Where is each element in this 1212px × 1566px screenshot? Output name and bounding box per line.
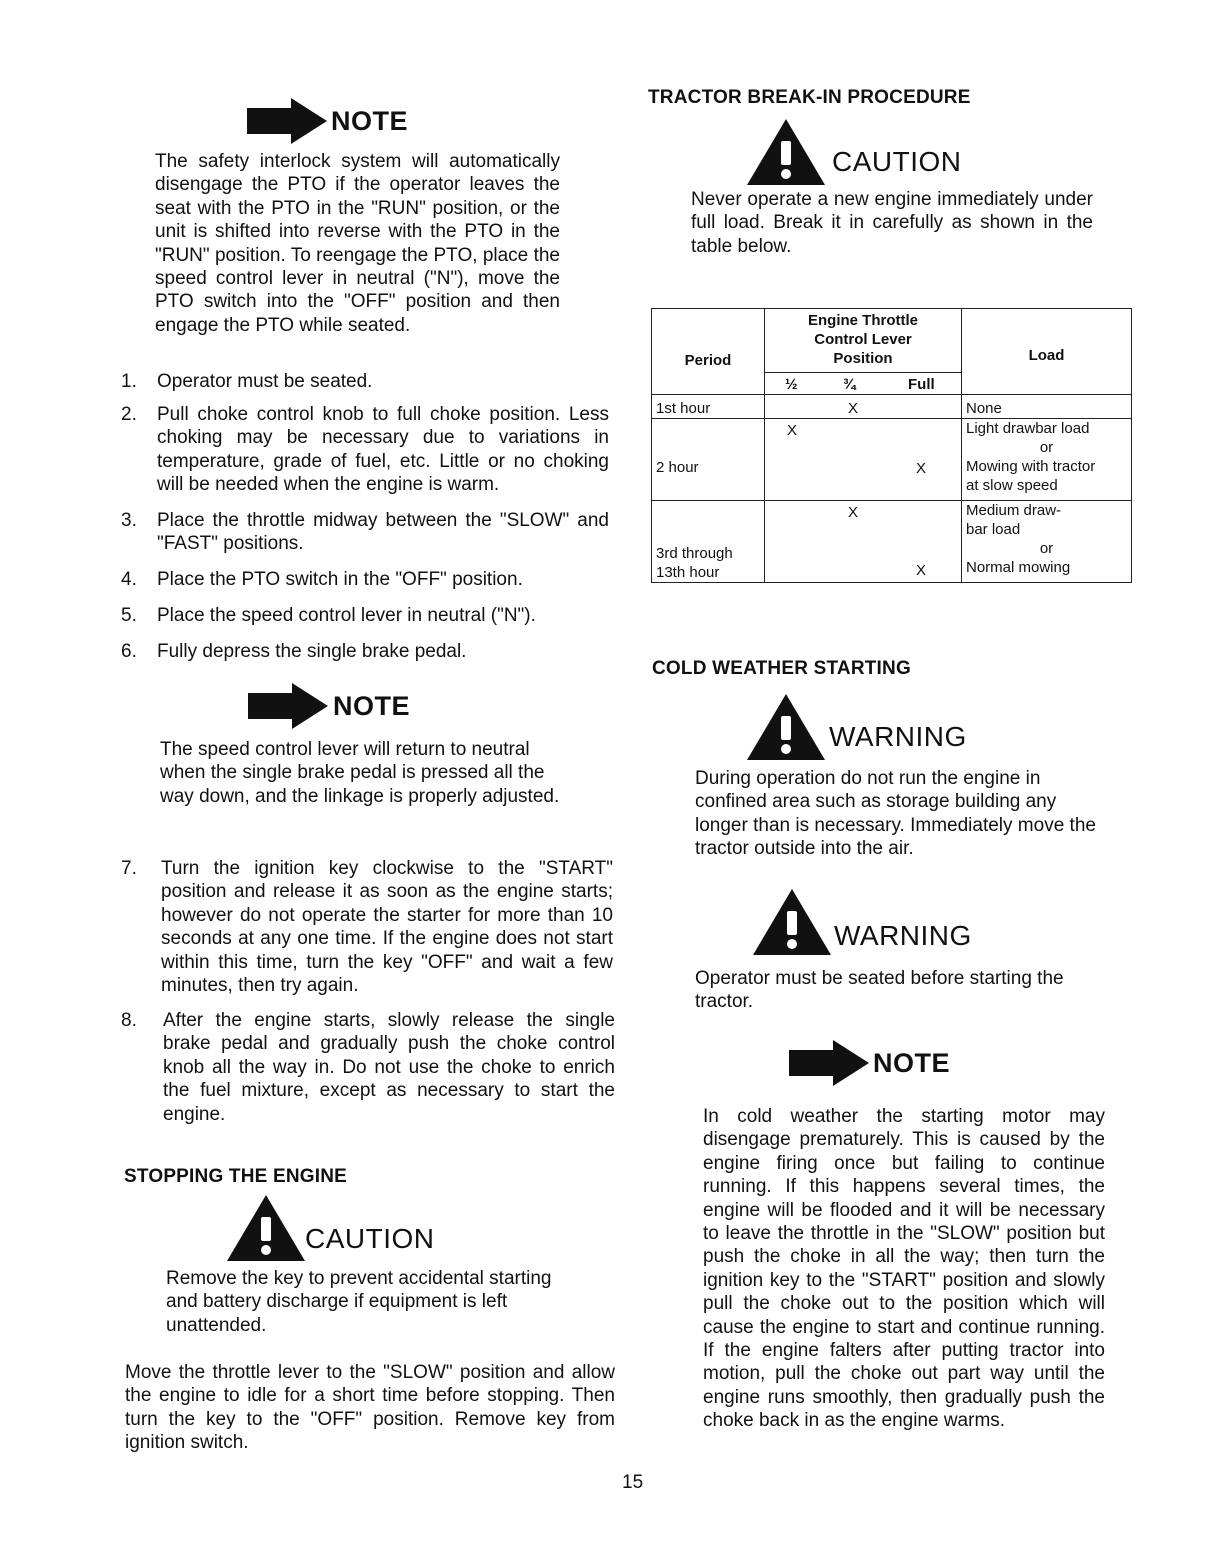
note-text: The speed control lever will return to neutral when the single brake pedal is pressed all the way down, and the linkage is properly adjusted. [160,739,560,807]
note-arrow-icon [789,1040,869,1086]
note-title: NOTE [873,1048,951,1078]
table-header-throttle: Engine Throttle Control Lever Position [765,309,962,373]
warning-triangle-icon [751,887,833,957]
caution-title: CAUTION [832,146,962,177]
manual-page: NOTE The safety interlock system will automatically disengage the PTO if the operator leaves the seat with the PTO in the "RUN" position, or the unit is shifted into reverse with the PTO in the "RUN" position. To reengage the PTO, place the speed control lever in neutral ("N"), move the PTO switch into the "OFF" position and then engage the PTO while seated. 1. Operator must be seated. 2. Pull choke control knob to full choke position. Less choking may be necessary due to variations in temperature, grade of fuel, etc. Little or no choking will be needed when the engine is warm. 3. Place the throttle midway between the "SLOW" and "FAST" positions. 4. Place the PTO switch in the "OFF" position. 5. Place the speed control lever in neutral ("N"). 6. Fully depress the single brake pedal. NOTE The speed control lever will return to neutral when the single brake pedal is pressed all the way down, and the linkage is properly adjusted. 7. Turn the ignition key clockwise to the "START" position and release it as soon as the engine starts; however do not operate the starter for more than 10 seconds at any one time. If the engine does not start within this time, turn the key "OFF" and wait a few minutes, then try again. 8. After the engine starts, slowly release the single brake pedal and gradually push the choke control knob all the way in. Do not use the choke to enrich the fuel mixture, except as necessary to start the engine. STOPPING THE ENGINE CAUTION Remove the key to prevent accidental starting and battery discharge if equipment is left unattended. Move the throttle lever to the "SLOW" position and allow the engine to idle for a short time before stopping. Then turn the key to the "OFF" position. Remove key from ignition switch. TRACTOR BREAK-IN PROCEDURE CAUTION Never operate a new engine immediately under full load. Break it in carefully as shown in the table below. Period Engine Throttle Control Lever Position Load ½ ¾ Full 1st hour X None 2 hour X X Light drawbar load or Mowing with tractor at slow speed 3rd through 13th hour X X Medium draw- bar load or Normal mowing COLD WEATHER STARTING WARNING During operation do not run the engine in confined area such as storage building any longer than is necessary. Immediately move the tractor outside into the air. WARNING Operator must be seated before starting the tractor. NOTE In cold weather the starting motor may disengage prematurely. This is caused by the engine firing once but failing to continue running. If this happens several times, the engine will be flooded and it will be necessary to leave the throttle in the "SLOW" position but push the choke in all the way; then turn the ignition key to the "START" position and slowly pull the choke out to the position which will cause the engine to start and continue running. If the engine falters after putting tractor into motion, pull the choke out part way until the engine runs smoothly, then gradually push the choke back in as the engine warms. 15 [0,0,1212,1566]
table-header-period: Period [652,309,765,395]
caution-text: Never operate a new engine immediately under full load. Break it in carefully as shown in the table below. [691,189,1093,257]
caution-triangle-icon [225,1193,307,1263]
note-arrow-icon [247,98,327,144]
table-header-load: Load [962,309,1132,395]
body-text: Move the throttle lever to the "SLOW" position and allow the engine to idle for a short time before stopping. Then turn the key to the "OFF" position. Remove key from ignition switch. [125,1362,615,1454]
page-number: 15 [622,1472,644,1493]
table-row: 1st hour X None [652,395,1132,419]
caution-triangle-icon [745,117,827,187]
table-subheader-positions: ½ ¾ Full [765,373,962,395]
table-row: 2 hour X X Light drawbar load or Mowing with tractor at slow speed [652,419,1132,501]
caution-title: CAUTION [305,1223,435,1254]
note-title: NOTE [331,106,409,136]
break-in-table [651,308,1132,583]
note-arrow-icon [248,683,328,729]
section-heading: TRACTOR BREAK-IN PROCEDURE [648,87,971,108]
note-text: The safety interlock system will automatically disengage the PTO if the operator leaves the seat with the PTO in the "RUN" position, or the unit is shifted into reverse with the PTO in the "RUN" position. To reengage the PTO, place the speed control lever in neutral ("N"), move the PTO switch into the "OFF" position and then engage the PTO while seated. [155,151,560,336]
note-title: NOTE [333,691,411,721]
table-row: 3rd through 13th hour X X Medium draw- bar load or Normal mowing [652,501,1132,583]
warning-title: WARNING [829,721,967,752]
section-heading: STOPPING THE ENGINE [124,1166,348,1187]
warning-text: During operation do not run the engine in confined area such as storage building any longer than is necessary. Immediately move the tractor outside into the air. [695,768,1096,860]
warning-title: WARNING [834,920,972,951]
warning-triangle-icon [745,692,827,762]
note-text: In cold weather the starting motor may disengage prematurely. This is caused by the engine firing once but failing to continue running. If this happens several times, the engine will be flooded and it will be necessary to leave the throttle in the "SLOW" position but push the choke in all the way; then turn the ignition key to the "START" position and slowly pull the choke out to the position which will cause the engine to start and continue running. If the engine falters after putting tractor into motion, pull the choke out part way until the engine runs smoothly, then gradually push the choke back in as the engine warms. [703,1106,1105,1432]
warning-text: Operator must be seated before starting the tractor. [695,968,1064,1013]
section-heading: COLD WEATHER STARTING [652,658,911,679]
caution-text: Remove the key to prevent accidental starting and battery discharge if equipment is left unattended. [166,1268,552,1336]
